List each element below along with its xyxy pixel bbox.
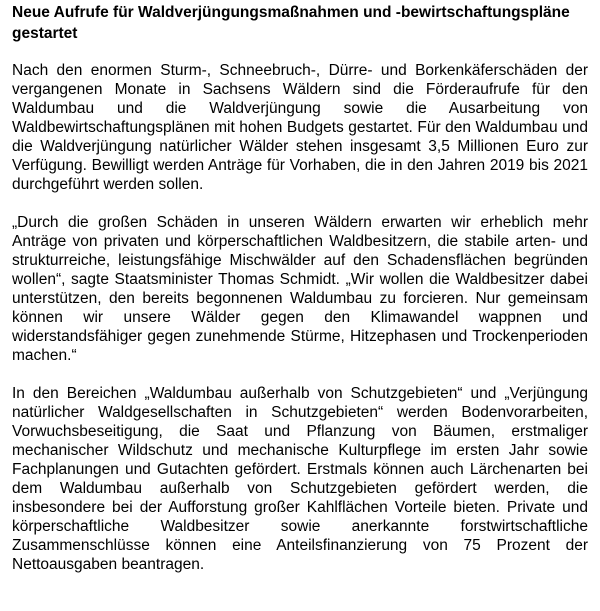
paragraph-funding-areas: In den Bereichen „Waldumbau außerhalb von Schutzgebieten“ und „Verjüngung natürlicher Waldgesellschaften in Schutzgebieten“ werden Bodenvorarbeiten, Vorwuchsbeseitigung, die Saat und Pflanzung von Bäumen, erstmaliger mechanischer Wildschutz und mechanische Kulturpflege im ersten Jahr sowie Fachplanungen und Gutachten gefördert. Erstmals können auch Lärchenarten bei dem Waldumbau außerhalb von Schutzgebieten gefördert werden, die insbesondere bei der Aufforstung großer Kahlflächen Vorteile bieten. Private und körperschaftliche Waldbesitzer sowie anerkannte forstwirtschaftliche Zusammenschlüsse können eine Anteilsfinanzierung von 75 Prozent der Nettoausgaben beantragen. (12, 385, 588, 573)
paragraph-intro: Nach den enormen Sturm-, Schneebruch-, Dürre- und Borkenkäferschäden der vergangenen Monate in Sachsens Wäldern sind die Förderaufrufe für den Waldumbau und die Waldverjüngung sowie die Ausarbeitung von Waldbewirtschaftungsplänen mit hohen Budgets gestartet. Für den Waldumbau und die Waldverjüngung natürlicher Wälder stehen insgesamt 3,5 Millionen Euro zur Verfügung. Bewilligt werden Anträge für Vorhaben, die in den Jahren 2019 bis 2021 durchgeführt werden sollen. (12, 62, 588, 193)
paragraph-quote: „Durch die großen Schäden in unseren Wäldern erwarten wir erheblich mehr Anträge von privaten und körperschaftlichen Waldbesitzern, die stabile arten- und strukturreiche, leistungsfähige Mischwälder auf den Schadensflächen begründen wollen“, sagte Staatsminister Thomas Schmidt. „Wir wollen die Waldbesitzer dabei unterstützen, den bereits begonnenen Waldumbau zu forcieren. Nur gemeinsam können wir unsere Wälder gegen den Klimawandel wappnen und widerstandsfähiger gegen zunehmende Stürme, Hitzephasen und Trockenperioden machen.“ (12, 214, 588, 364)
article-title: Neue Aufrufe für Waldverjüngungsmaßnahmen und -bewirtschaftungspläne gestartet (12, 4, 570, 42)
